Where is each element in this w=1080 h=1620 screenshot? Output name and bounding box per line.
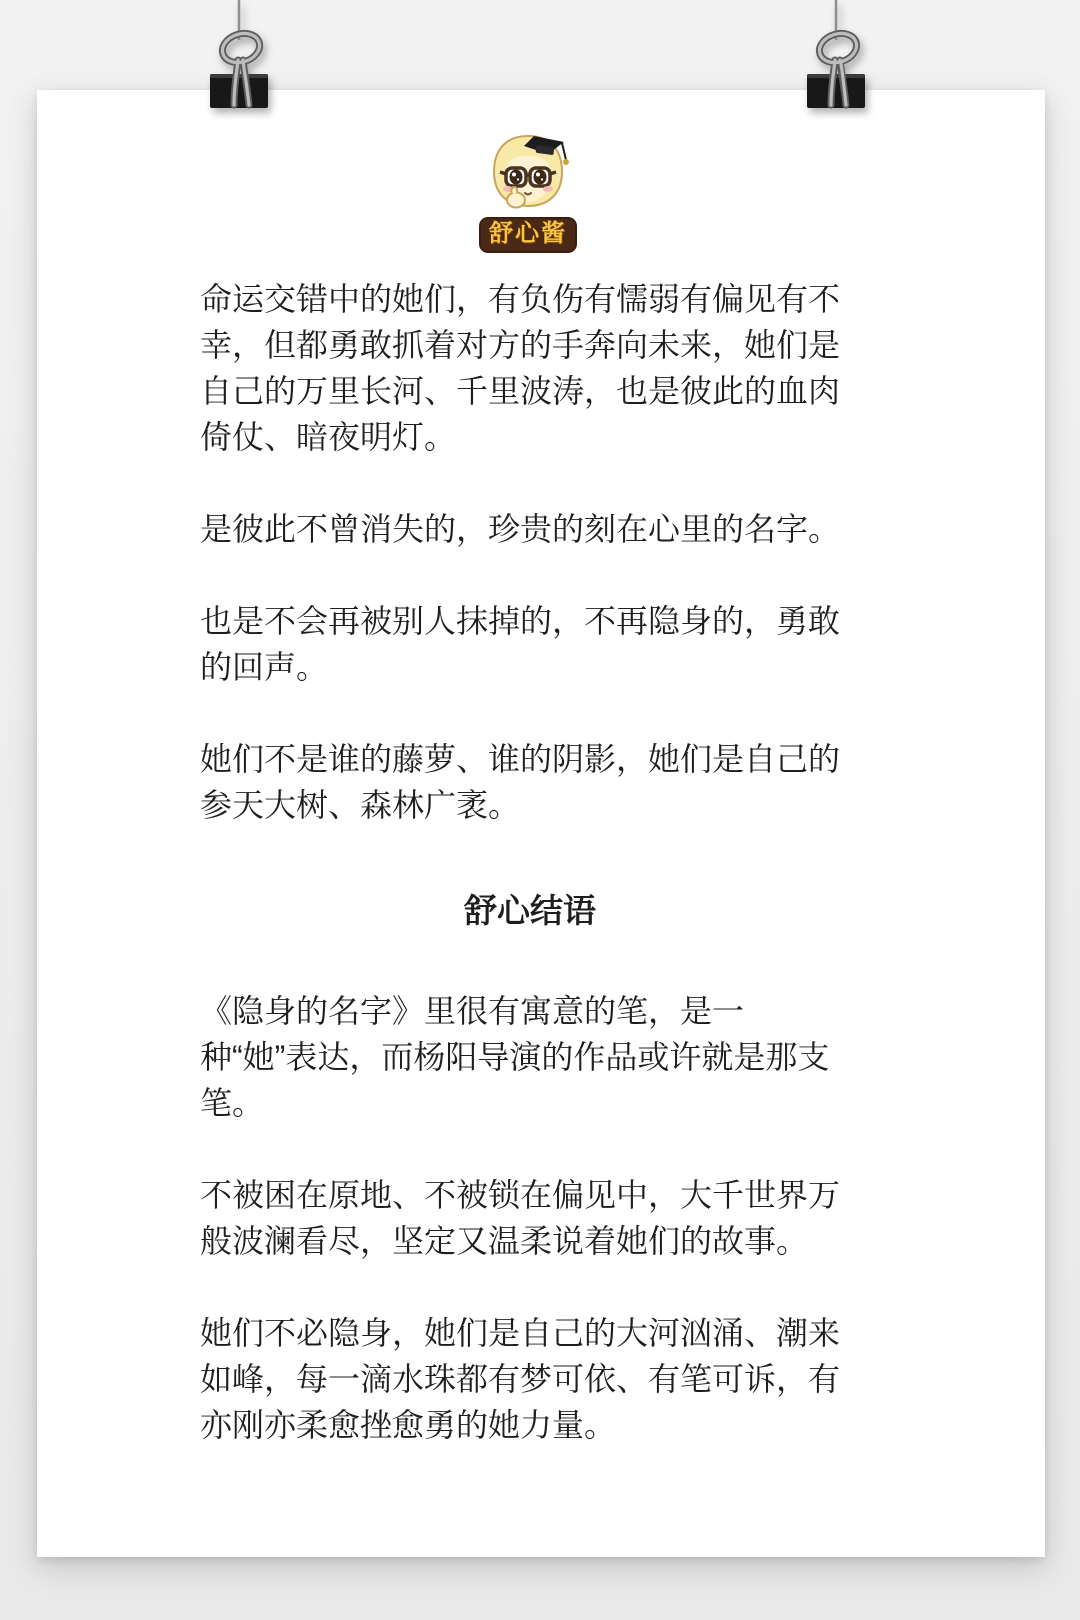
paragraph: 她们不是谁的藤萝、谁的阴影，她们是自己的参天大树、森林广袤。 [200, 741, 841, 823]
logo-badge: 舒心酱 [479, 217, 577, 253]
mascot-logo [468, 130, 588, 253]
paragraph: 她们不必隐身，她们是自己的大河汹涌、潮来如峰，每一滴水珠都有梦可依、有笔可诉，有亦刚亦柔愈挫愈勇的她力量。 [200, 1315, 841, 1443]
binder-clip-left [204, 0, 274, 112]
section-heading: 舒心结语 [464, 892, 596, 929]
binder-clip-right [801, 0, 871, 112]
paragraph: 命运交错中的她们，有负伤有懦弱有偏见有不幸，但都勇敢抓着对方的手奔向未来，她们是自己的万里长河、千里波涛，也是彼此的血肉倚仗、暗夜明灯。 [200, 281, 841, 455]
paragraph: 《隐身的名字》里很有寓意的笔，是一种“她”表达，而杨阳导演的作品或许就是那支笔。 [200, 993, 830, 1121]
blush-icon [543, 186, 553, 192]
paragraph: 也是不会再被别人抹掉的，不再隐身的，勇敢的回声。 [200, 603, 841, 685]
paper [37, 90, 1045, 1557]
paragraph: 是彼此不曾消失的，珍贵的刻在心里的名字。 [200, 511, 841, 547]
mascot-avatar-icon [478, 130, 578, 218]
paragraph: 不被困在原地、不被锁在偏见中，大千世界万般波澜看尽，坚定又温柔说着她们的故事。 [200, 1177, 841, 1259]
article-content [200, 276, 860, 1494]
